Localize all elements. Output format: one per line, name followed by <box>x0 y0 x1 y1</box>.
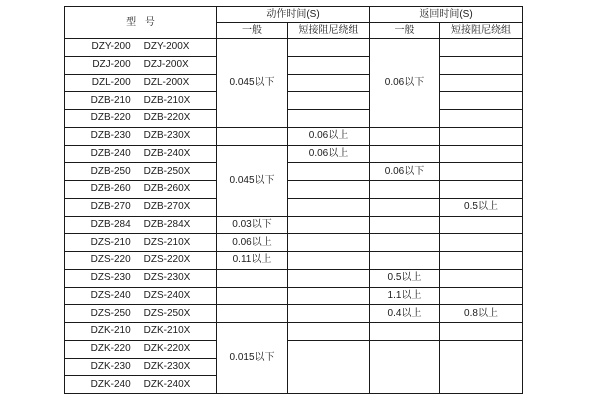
model-name: DZS-240 <box>90 289 131 301</box>
value-cell <box>440 39 523 57</box>
table-row <box>65 92 523 110</box>
model-name: DZB-240 <box>90 147 131 159</box>
model-name: DZB-260 <box>90 183 131 195</box>
value-cell <box>288 305 370 323</box>
value-cell <box>288 92 370 110</box>
model-name: DZK-210 <box>90 325 131 337</box>
model-cell <box>65 181 217 199</box>
model-cell <box>65 163 217 181</box>
table-row <box>65 305 523 323</box>
model-name: DZB-260X <box>143 183 191 195</box>
model-cell <box>65 358 217 376</box>
model-name: DZS-250X <box>143 307 191 319</box>
value-cell <box>288 287 370 305</box>
value-cell: 0.045以下 <box>217 39 288 128</box>
table-row <box>65 110 523 128</box>
value-cell <box>288 340 370 393</box>
value-cell: 0.06以下 <box>370 163 440 181</box>
model-name: DZB-284X <box>143 218 191 230</box>
model-name: DZS-210X <box>143 236 191 248</box>
table-row <box>65 269 523 287</box>
model-cell <box>65 252 217 270</box>
value-cell <box>370 234 440 252</box>
value-cell: 0.5以上 <box>440 198 523 216</box>
table-row <box>65 163 523 181</box>
model-name: DZS-220 <box>90 254 131 266</box>
model-cell <box>65 56 217 74</box>
model-name: DZK-240X <box>143 378 191 390</box>
table-row <box>65 198 523 216</box>
value-cell: 0.4以上 <box>370 305 440 323</box>
value-cell <box>370 340 440 393</box>
value-cell <box>288 198 370 216</box>
model-name: DZJ-200X <box>143 59 189 71</box>
col-header-action-time: 动作时间(S) <box>217 7 370 23</box>
value-cell <box>288 163 370 181</box>
model-cell <box>65 269 217 287</box>
relay-spec-table <box>64 6 523 394</box>
value-cell <box>440 181 523 199</box>
table-row <box>65 181 523 199</box>
model-cell <box>65 287 217 305</box>
model-name: DZK-230 <box>90 360 131 372</box>
table-row <box>65 127 523 145</box>
model-cell <box>65 340 217 358</box>
value-cell: 0.06以上 <box>217 234 288 252</box>
value-cell <box>288 323 370 341</box>
value-cell: 0.06以上 <box>288 127 370 145</box>
value-cell <box>440 216 523 234</box>
value-cell: 1.1以上 <box>370 287 440 305</box>
value-cell <box>288 74 370 92</box>
model-name: DZY-200 <box>91 41 131 53</box>
value-cell <box>288 181 370 199</box>
col-header-return-time: 返回时间(S) <box>370 7 523 23</box>
value-cell <box>440 234 523 252</box>
value-cell: 0.06以上 <box>288 145 370 163</box>
value-cell <box>440 56 523 74</box>
model-name: DZK-230X <box>143 360 191 372</box>
model-cell <box>65 376 217 394</box>
value-cell: 0.03以下 <box>217 216 288 234</box>
col-header-action-damping: 短接阻尼绕组 <box>288 23 370 39</box>
value-cell: 0.06以下 <box>370 39 440 128</box>
model-name: DZB-250X <box>143 165 191 177</box>
value-cell <box>440 145 523 163</box>
value-cell <box>440 92 523 110</box>
model-name: DZK-220X <box>143 343 191 355</box>
value-cell <box>288 269 370 287</box>
model-name: DZB-284 <box>90 218 131 230</box>
col-header-action-general: 一般 <box>217 23 288 39</box>
value-cell <box>440 163 523 181</box>
table-row <box>65 74 523 92</box>
value-cell: 0.045以下 <box>217 145 288 216</box>
value-cell: 0.11以上 <box>217 252 288 270</box>
value-cell <box>217 287 288 305</box>
model-cell <box>65 74 217 92</box>
col-header-return-general: 一般 <box>370 23 440 39</box>
value-cell <box>370 198 440 216</box>
value-cell <box>370 127 440 145</box>
table-row <box>65 234 523 252</box>
model-name: DZK-240 <box>90 378 131 390</box>
value-cell <box>288 216 370 234</box>
model-name: DZB-270X <box>143 201 191 213</box>
table-row <box>65 323 523 341</box>
model-name: DZB-250 <box>90 165 131 177</box>
table-row <box>65 340 523 358</box>
model-cell <box>65 127 217 145</box>
value-cell <box>440 110 523 128</box>
value-cell <box>440 269 523 287</box>
value-cell: 0.8以上 <box>440 305 523 323</box>
model-cell <box>65 323 217 341</box>
value-cell <box>370 216 440 234</box>
model-name: DZY-200X <box>143 41 190 53</box>
model-name: DZS-230X <box>143 272 191 284</box>
value-cell <box>440 74 523 92</box>
value-cell: 0.015以下 <box>217 323 288 394</box>
col-header-return-damping: 短接阻尼绕组 <box>440 23 523 39</box>
value-cell <box>288 234 370 252</box>
model-name: DZB-230 <box>90 130 131 142</box>
model-name: DZB-210 <box>90 94 131 106</box>
model-cell <box>65 92 217 110</box>
value-cell <box>370 181 440 199</box>
value-cell <box>440 252 523 270</box>
model-name: DZB-230X <box>143 130 191 142</box>
model-cell <box>65 198 217 216</box>
table-row <box>65 56 523 74</box>
value-cell <box>217 127 288 145</box>
model-name: DZK-220 <box>90 343 131 355</box>
model-cell <box>65 234 217 252</box>
model-name: DZB-210X <box>143 94 191 106</box>
table-row <box>65 252 523 270</box>
model-name: DZL-200 <box>91 76 131 88</box>
value-cell <box>288 56 370 74</box>
value-cell: 0.5以上 <box>370 269 440 287</box>
model-cell <box>65 145 217 163</box>
spec-table-container <box>64 6 523 394</box>
table-row <box>65 216 523 234</box>
model-name: DZB-270 <box>90 201 131 213</box>
table-row <box>65 145 523 163</box>
model-cell <box>65 216 217 234</box>
value-cell <box>440 127 523 145</box>
model-name: DZS-220X <box>143 254 191 266</box>
model-name: DZL-200X <box>143 76 190 88</box>
value-cell <box>440 323 523 341</box>
value-cell <box>440 287 523 305</box>
value-cell <box>217 305 288 323</box>
table-row <box>65 287 523 305</box>
value-cell <box>288 110 370 128</box>
value-cell <box>288 39 370 57</box>
model-name: DZB-240X <box>143 147 191 159</box>
value-cell <box>217 269 288 287</box>
model-name: DZS-210 <box>90 236 131 248</box>
model-cell <box>65 305 217 323</box>
model-name: DZJ-200 <box>92 59 131 71</box>
col-header-model: 型 号 <box>65 7 217 39</box>
model-name: DZB-220X <box>143 112 191 124</box>
header-row-1 <box>65 7 523 23</box>
value-cell <box>370 145 440 163</box>
model-name: DZS-230 <box>90 272 131 284</box>
model-name: DZK-210X <box>143 325 191 337</box>
model-cell <box>65 110 217 128</box>
model-name: DZS-240X <box>143 289 191 301</box>
value-cell <box>440 340 523 393</box>
table-row <box>65 39 523 57</box>
model-cell <box>65 39 217 57</box>
value-cell <box>370 252 440 270</box>
value-cell <box>288 252 370 270</box>
model-name: DZS-250 <box>90 307 131 319</box>
value-cell <box>370 323 440 341</box>
model-name: DZB-220 <box>90 112 131 124</box>
